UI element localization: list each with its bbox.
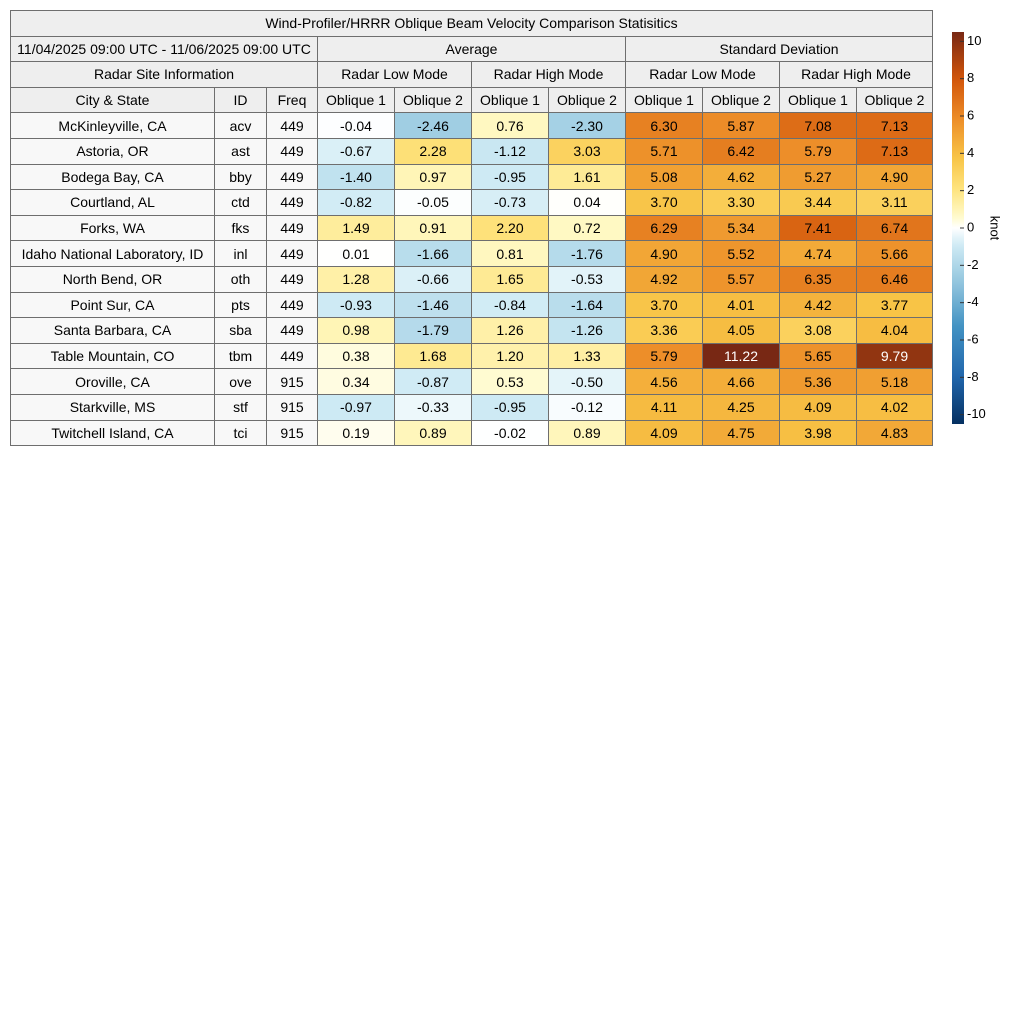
std-dev-header: Standard Deviation — [626, 36, 933, 62]
value-cell: 4.83 — [857, 420, 933, 446]
site-freq-cell: 449 — [267, 241, 318, 267]
value-cell: 3.44 — [780, 190, 857, 216]
value-cell: -2.46 — [395, 113, 472, 139]
value-cell: -0.95 — [472, 164, 549, 190]
site-freq-cell: 449 — [267, 164, 318, 190]
value-cell: 2.20 — [472, 215, 549, 241]
value-cell: 3.03 — [549, 138, 626, 164]
site-freq-cell: 915 — [267, 369, 318, 395]
average-header: Average — [318, 36, 626, 62]
value-cell: 3.77 — [857, 292, 933, 318]
value-cell: -0.53 — [549, 266, 626, 292]
value-cell: -1.76 — [549, 241, 626, 267]
value-cell: 5.27 — [780, 164, 857, 190]
site-id-cell: ctd — [215, 190, 267, 216]
value-cell: 2.28 — [395, 138, 472, 164]
table-body — [11, 113, 933, 446]
value-cell: 6.74 — [857, 215, 933, 241]
value-cell: 0.53 — [472, 369, 549, 395]
value-cell: -1.26 — [549, 318, 626, 344]
value-cell: 5.08 — [626, 164, 703, 190]
value-cell: -0.50 — [549, 369, 626, 395]
value-cell: 0.89 — [549, 420, 626, 446]
table-row — [11, 190, 933, 216]
colorbar-tick-label: 6 — [967, 107, 975, 123]
date-range: 11/04/2025 09:00 UTC - 11/06/2025 09:00 UTC — [11, 36, 318, 62]
site-id-cell: acv — [215, 113, 267, 139]
colorbar-tick-label: -2 — [967, 256, 979, 272]
value-cell: 1.68 — [395, 343, 472, 369]
value-cell: -0.73 — [472, 190, 549, 216]
table-row — [11, 241, 933, 267]
site-freq-cell: 915 — [267, 420, 318, 446]
value-cell: 4.09 — [780, 394, 857, 420]
std-high-oblique2-header: Oblique 2 — [857, 87, 933, 113]
value-cell: 4.42 — [780, 292, 857, 318]
avg-low-oblique2-header: Oblique 2 — [395, 87, 472, 113]
site-city-cell: McKinleyville, CA — [11, 113, 215, 139]
value-cell: -0.93 — [318, 292, 395, 318]
avg-high-mode-header: Radar High Mode — [472, 62, 626, 88]
value-cell: 4.66 — [703, 369, 780, 395]
colorbar-tick-label: -8 — [967, 368, 979, 384]
value-cell: 9.79 — [857, 343, 933, 369]
value-cell: 0.98 — [318, 318, 395, 344]
table-row — [11, 215, 933, 241]
site-id-cell: fks — [215, 215, 267, 241]
site-city-cell: Point Sur, CA — [11, 292, 215, 318]
colorbar-tick-label: 8 — [967, 70, 975, 86]
table-row — [11, 164, 933, 190]
value-cell: 4.90 — [626, 241, 703, 267]
site-city-cell: Astoria, OR — [11, 138, 215, 164]
value-cell: 1.65 — [472, 266, 549, 292]
value-cell: 4.11 — [626, 394, 703, 420]
value-cell: -1.46 — [395, 292, 472, 318]
site-info-header: Radar Site Information — [11, 62, 318, 88]
site-id-cell: inl — [215, 241, 267, 267]
value-cell: 0.72 — [549, 215, 626, 241]
value-cell: 0.76 — [472, 113, 549, 139]
value-cell: -1.79 — [395, 318, 472, 344]
value-cell: -0.87 — [395, 369, 472, 395]
avg-high-oblique2-header: Oblique 2 — [549, 87, 626, 113]
value-cell: 3.70 — [626, 190, 703, 216]
value-cell: 4.04 — [857, 318, 933, 344]
value-cell: 1.49 — [318, 215, 395, 241]
site-id-cell: tci — [215, 420, 267, 446]
colorbar-tick-label: -10 — [967, 406, 986, 422]
site-city-cell: Twitchell Island, CA — [11, 420, 215, 446]
value-cell: 7.41 — [780, 215, 857, 241]
value-cell: 1.28 — [318, 266, 395, 292]
site-freq-cell: 449 — [267, 292, 318, 318]
value-cell: -1.12 — [472, 138, 549, 164]
site-id-cell: ast — [215, 138, 267, 164]
value-cell: 0.38 — [318, 343, 395, 369]
value-cell: 0.89 — [395, 420, 472, 446]
value-cell: -0.95 — [472, 394, 549, 420]
site-freq-cell: 449 — [267, 138, 318, 164]
value-cell: -1.66 — [395, 241, 472, 267]
value-cell: -0.12 — [549, 394, 626, 420]
table-title: Wind-Profiler/HRRR Oblique Beam Velocity Comparison Statisitics — [11, 11, 933, 37]
site-city-cell: North Bend, OR — [11, 266, 215, 292]
value-cell: 0.34 — [318, 369, 395, 395]
site-id-cell: ove — [215, 369, 267, 395]
value-cell: -0.66 — [395, 266, 472, 292]
value-cell: -0.82 — [318, 190, 395, 216]
value-cell: -0.02 — [472, 420, 549, 446]
value-cell: 11.22 — [703, 343, 780, 369]
table-row — [11, 394, 933, 420]
site-city-cell: Starkville, MS — [11, 394, 215, 420]
value-cell: -2.30 — [549, 113, 626, 139]
value-cell: -1.64 — [549, 292, 626, 318]
site-city-cell: Oroville, CA — [11, 369, 215, 395]
std-high-oblique1-header: Oblique 1 — [780, 87, 857, 113]
value-cell: -0.97 — [318, 394, 395, 420]
colorbar-tick-label: 4 — [967, 144, 975, 160]
site-city-cell: Santa Barbara, CA — [11, 318, 215, 344]
value-cell: 0.01 — [318, 241, 395, 267]
table-row — [11, 318, 933, 344]
table-row — [11, 266, 933, 292]
value-cell: 5.34 — [703, 215, 780, 241]
value-cell: -1.40 — [318, 164, 395, 190]
value-cell: 0.91 — [395, 215, 472, 241]
site-freq-cell: 915 — [267, 394, 318, 420]
site-city-cell: Forks, WA — [11, 215, 215, 241]
site-id-cell: oth — [215, 266, 267, 292]
site-city-cell: Courtland, AL — [11, 190, 215, 216]
value-cell: 1.33 — [549, 343, 626, 369]
value-cell: 4.01 — [703, 292, 780, 318]
site-freq-cell: 449 — [267, 215, 318, 241]
colorbar-tick-label: 10 — [967, 32, 982, 48]
value-cell: 0.04 — [549, 190, 626, 216]
colorbar-tick-label: -6 — [967, 331, 979, 347]
colorbar — [950, 30, 1010, 430]
site-city-cell: Bodega Bay, CA — [11, 164, 215, 190]
site-city-cell: Idaho National Laboratory, ID — [11, 241, 215, 267]
value-cell: 3.30 — [703, 190, 780, 216]
value-cell: 0.19 — [318, 420, 395, 446]
std-low-oblique2-header: Oblique 2 — [703, 87, 780, 113]
city-column-header: City & State — [11, 87, 215, 113]
avg-high-oblique1-header: Oblique 1 — [472, 87, 549, 113]
colorbar-label: knot — [987, 215, 1003, 241]
colorbar-tick-label: 0 — [967, 219, 975, 235]
value-cell: 3.98 — [780, 420, 857, 446]
site-freq-cell: 449 — [267, 266, 318, 292]
value-cell: 4.75 — [703, 420, 780, 446]
value-cell: 7.08 — [780, 113, 857, 139]
colorbar-tick-label: -4 — [967, 294, 979, 310]
value-cell: 1.61 — [549, 164, 626, 190]
value-cell: 4.02 — [857, 394, 933, 420]
value-cell: 0.81 — [472, 241, 549, 267]
site-id-cell: sba — [215, 318, 267, 344]
stats-table — [10, 10, 933, 446]
value-cell: -0.05 — [395, 190, 472, 216]
value-cell: 5.18 — [857, 369, 933, 395]
value-cell: -0.04 — [318, 113, 395, 139]
std-high-mode-header: Radar High Mode — [780, 62, 933, 88]
value-cell: 4.09 — [626, 420, 703, 446]
value-cell: 1.26 — [472, 318, 549, 344]
value-cell: 1.20 — [472, 343, 549, 369]
value-cell: 3.36 — [626, 318, 703, 344]
table-row — [11, 292, 933, 318]
site-id-cell: bby — [215, 164, 267, 190]
site-id-cell: pts — [215, 292, 267, 318]
value-cell: 5.79 — [626, 343, 703, 369]
value-cell: -0.84 — [472, 292, 549, 318]
value-cell: -0.67 — [318, 138, 395, 164]
value-cell: 5.66 — [857, 241, 933, 267]
value-cell: 6.29 — [626, 215, 703, 241]
value-cell: 6.42 — [703, 138, 780, 164]
site-freq-cell: 449 — [267, 343, 318, 369]
value-cell: 7.13 — [857, 138, 933, 164]
value-cell: 5.36 — [780, 369, 857, 395]
value-cell: 7.13 — [857, 113, 933, 139]
table-row — [11, 138, 933, 164]
value-cell: 6.30 — [626, 113, 703, 139]
table-row — [11, 420, 933, 446]
freq-column-header: Freq — [267, 87, 318, 113]
site-id-cell: tbm — [215, 343, 267, 369]
site-freq-cell: 449 — [267, 190, 318, 216]
value-cell: 5.65 — [780, 343, 857, 369]
value-cell: 5.71 — [626, 138, 703, 164]
std-low-oblique1-header: Oblique 1 — [626, 87, 703, 113]
value-cell: 4.74 — [780, 241, 857, 267]
value-cell: -0.33 — [395, 394, 472, 420]
value-cell: 4.56 — [626, 369, 703, 395]
value-cell: 4.62 — [703, 164, 780, 190]
colorbar-tick-label: 2 — [967, 182, 975, 198]
value-cell: 5.79 — [780, 138, 857, 164]
avg-low-mode-header: Radar Low Mode — [318, 62, 472, 88]
value-cell: 5.87 — [703, 113, 780, 139]
value-cell: 5.57 — [703, 266, 780, 292]
std-low-mode-header: Radar Low Mode — [626, 62, 780, 88]
value-cell: 5.52 — [703, 241, 780, 267]
value-cell: 4.90 — [857, 164, 933, 190]
site-city-cell: Table Mountain, CO — [11, 343, 215, 369]
site-freq-cell: 449 — [267, 113, 318, 139]
value-cell: 6.35 — [780, 266, 857, 292]
value-cell: 4.92 — [626, 266, 703, 292]
value-cell: 3.70 — [626, 292, 703, 318]
avg-low-oblique1-header: Oblique 1 — [318, 87, 395, 113]
value-cell: 3.08 — [780, 318, 857, 344]
table-row — [11, 113, 933, 139]
table-row — [11, 369, 933, 395]
site-freq-cell: 449 — [267, 318, 318, 344]
site-id-cell: stf — [215, 394, 267, 420]
value-cell: 3.11 — [857, 190, 933, 216]
value-cell: 4.05 — [703, 318, 780, 344]
value-cell: 4.25 — [703, 394, 780, 420]
id-column-header: ID — [215, 87, 267, 113]
value-cell: 0.97 — [395, 164, 472, 190]
table-row — [11, 343, 933, 369]
value-cell: 6.46 — [857, 266, 933, 292]
